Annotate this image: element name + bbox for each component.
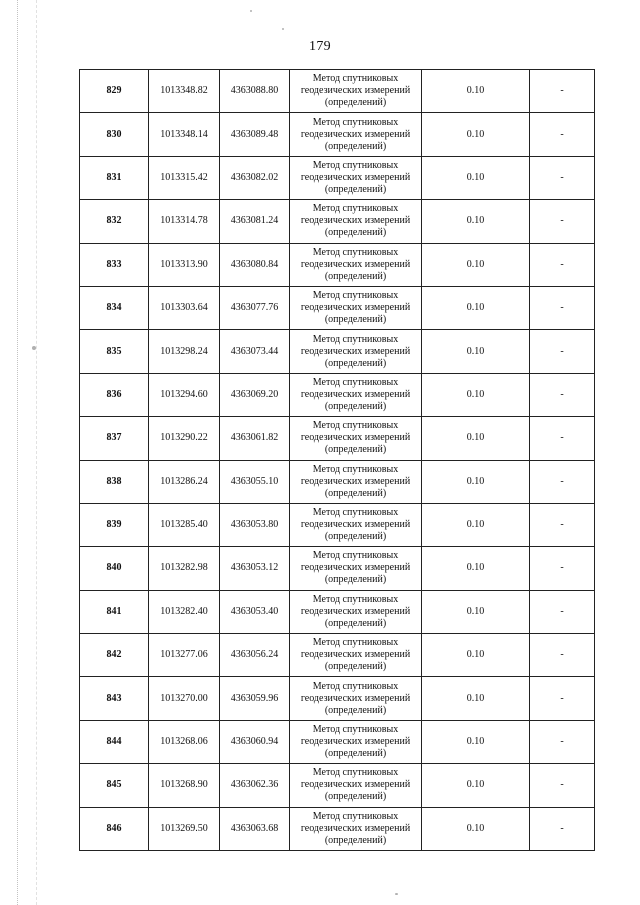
- method-cell: [290, 200, 422, 243]
- accuracy-cell: 0.10: [422, 373, 530, 416]
- method-line: геодезических измерений: [300, 432, 411, 444]
- method-line: (определений): [324, 183, 387, 195]
- table-row: [80, 677, 595, 720]
- table-row: [80, 330, 595, 373]
- method-line: Метод спутниковых: [312, 593, 399, 605]
- accuracy-cell: 0.10: [422, 764, 530, 807]
- empty-value-cell: -: [530, 807, 595, 850]
- method-line: Метод спутниковых: [312, 290, 399, 302]
- method-line: (определений): [324, 617, 387, 629]
- y-coordinate-cell: 4363053.80: [220, 503, 290, 546]
- method-line: геодезических измерений: [300, 345, 411, 357]
- accuracy-cell: 0.10: [422, 156, 530, 199]
- y-coordinate-cell: 4363063.68: [220, 807, 290, 850]
- accuracy-cell: 0.10: [422, 547, 530, 590]
- empty-value-cell: -: [530, 720, 595, 763]
- empty-value-cell: -: [530, 113, 595, 156]
- method-line: (определений): [324, 314, 387, 326]
- method-line: геодезических измерений: [300, 736, 411, 748]
- y-coordinate-cell: 4363062.36: [220, 764, 290, 807]
- empty-value-cell: -: [530, 417, 595, 460]
- method-line: геодезических измерений: [300, 605, 411, 617]
- x-coordinate-cell: 1013268.06: [149, 720, 220, 763]
- y-coordinate-cell: 4363059.96: [220, 677, 290, 720]
- method-cell: [290, 807, 422, 850]
- empty-value-cell: -: [530, 330, 595, 373]
- accuracy-cell: 0.10: [422, 634, 530, 677]
- method-line: (определений): [324, 97, 387, 109]
- empty-value-cell: -: [530, 373, 595, 416]
- method-cell: [290, 286, 422, 329]
- method-line: Метод спутниковых: [312, 203, 399, 215]
- method-cell: [290, 720, 422, 763]
- accuracy-cell: 0.10: [422, 417, 530, 460]
- method-line: Метод спутниковых: [312, 420, 399, 432]
- method-line: геодезических измерений: [300, 171, 411, 183]
- point-number-cell: 830: [80, 113, 149, 156]
- point-number-cell: 845: [80, 764, 149, 807]
- accuracy-cell: 0.10: [422, 243, 530, 286]
- table-row: [80, 807, 595, 850]
- table-row: [80, 417, 595, 460]
- y-coordinate-cell: 4363061.82: [220, 417, 290, 460]
- method-line: Метод спутниковых: [312, 507, 399, 519]
- x-coordinate-cell: 1013303.64: [149, 286, 220, 329]
- y-coordinate-cell: 4363056.24: [220, 634, 290, 677]
- y-coordinate-cell: 4363053.12: [220, 547, 290, 590]
- method-line: геодезических измерений: [300, 562, 411, 574]
- method-line: Метод спутниковых: [312, 810, 399, 822]
- y-coordinate-cell: 4363077.76: [220, 286, 290, 329]
- point-number-cell: 838: [80, 460, 149, 503]
- accuracy-cell: 0.10: [422, 286, 530, 329]
- point-number-cell: 829: [80, 70, 149, 113]
- method-line: (определений): [324, 661, 387, 673]
- table-row: [80, 590, 595, 633]
- method-cell: [290, 373, 422, 416]
- scan-speck: [250, 10, 252, 12]
- point-number-cell: 839: [80, 503, 149, 546]
- accuracy-cell: 0.10: [422, 70, 530, 113]
- method-line: геодезических измерений: [300, 692, 411, 704]
- method-line: (определений): [324, 357, 387, 369]
- table-row: [80, 286, 595, 329]
- y-coordinate-cell: 4363053.40: [220, 590, 290, 633]
- method-line: (определений): [324, 531, 387, 543]
- method-cell: [290, 634, 422, 677]
- method-line: Метод спутниковых: [312, 637, 399, 649]
- empty-value-cell: -: [530, 286, 595, 329]
- table-row: [80, 503, 595, 546]
- method-cell: [290, 243, 422, 286]
- method-line: геодезических измерений: [300, 258, 411, 270]
- x-coordinate-cell: 1013277.06: [149, 634, 220, 677]
- y-coordinate-cell: 4363089.48: [220, 113, 290, 156]
- accuracy-cell: 0.10: [422, 720, 530, 763]
- method-line: геодезических измерений: [300, 649, 411, 661]
- y-coordinate-cell: 4363081.24: [220, 200, 290, 243]
- method-line: (определений): [324, 140, 387, 152]
- point-number-cell: 832: [80, 200, 149, 243]
- accuracy-cell: 0.10: [422, 200, 530, 243]
- method-line: геодезических измерений: [300, 388, 411, 400]
- point-number-cell: 834: [80, 286, 149, 329]
- coordinates-table-body: [80, 70, 595, 851]
- x-coordinate-cell: 1013285.40: [149, 503, 220, 546]
- method-line: Метод спутниковых: [312, 724, 399, 736]
- y-coordinate-cell: 4363082.02: [220, 156, 290, 199]
- method-line: (определений): [324, 227, 387, 239]
- empty-value-cell: -: [530, 764, 595, 807]
- x-coordinate-cell: 1013348.82: [149, 70, 220, 113]
- table-row: [80, 720, 595, 763]
- method-line: геодезических измерений: [300, 302, 411, 314]
- method-cell: [290, 677, 422, 720]
- x-coordinate-cell: 1013268.90: [149, 764, 220, 807]
- method-cell: [290, 460, 422, 503]
- method-line: Метод спутниковых: [312, 116, 399, 128]
- point-number-cell: 836: [80, 373, 149, 416]
- y-coordinate-cell: 4363073.44: [220, 330, 290, 373]
- page-number: 179: [309, 39, 331, 54]
- method-cell: [290, 503, 422, 546]
- table-row: [80, 373, 595, 416]
- y-coordinate-cell: 4363055.10: [220, 460, 290, 503]
- x-coordinate-cell: 1013270.00: [149, 677, 220, 720]
- point-number-cell: 833: [80, 243, 149, 286]
- table-row: [80, 200, 595, 243]
- method-line: Метод спутниковых: [312, 463, 399, 475]
- point-number-cell: 837: [80, 417, 149, 460]
- empty-value-cell: -: [530, 634, 595, 677]
- method-cell: [290, 330, 422, 373]
- point-number-cell: 842: [80, 634, 149, 677]
- table-row: [80, 634, 595, 677]
- method-line: (определений): [324, 791, 387, 803]
- method-cell: [290, 156, 422, 199]
- table-row: [80, 156, 595, 199]
- method-cell: [290, 590, 422, 633]
- point-number-cell: 843: [80, 677, 149, 720]
- x-coordinate-cell: 1013286.24: [149, 460, 220, 503]
- empty-value-cell: -: [530, 547, 595, 590]
- method-line: геодезических измерений: [300, 519, 411, 531]
- y-coordinate-cell: 4363060.94: [220, 720, 290, 763]
- point-number-cell: 831: [80, 156, 149, 199]
- method-line: (определений): [324, 487, 387, 499]
- method-line: (определений): [324, 444, 387, 456]
- scan-speck: [282, 28, 284, 30]
- method-line: Метод спутниковых: [312, 73, 399, 85]
- empty-value-cell: -: [530, 677, 595, 720]
- accuracy-cell: 0.10: [422, 460, 530, 503]
- accuracy-cell: 0.10: [422, 590, 530, 633]
- method-line: (определений): [324, 574, 387, 586]
- empty-value-cell: -: [530, 590, 595, 633]
- accuracy-cell: 0.10: [422, 330, 530, 373]
- method-cell: [290, 764, 422, 807]
- empty-value-cell: -: [530, 156, 595, 199]
- table-row: [80, 547, 595, 590]
- accuracy-cell: 0.10: [422, 677, 530, 720]
- table-row: [80, 764, 595, 807]
- x-coordinate-cell: 1013282.98: [149, 547, 220, 590]
- x-coordinate-cell: 1013315.42: [149, 156, 220, 199]
- table-row: [80, 70, 595, 113]
- method-line: геодезических измерений: [300, 215, 411, 227]
- coordinates-table: [79, 69, 595, 851]
- y-coordinate-cell: 4363069.20: [220, 373, 290, 416]
- method-line: Метод спутниковых: [312, 246, 399, 258]
- empty-value-cell: -: [530, 243, 595, 286]
- x-coordinate-cell: 1013282.40: [149, 590, 220, 633]
- method-line: Метод спутниковых: [312, 550, 399, 562]
- method-cell: [290, 113, 422, 156]
- empty-value-cell: -: [530, 70, 595, 113]
- x-coordinate-cell: 1013348.14: [149, 113, 220, 156]
- point-number-cell: 835: [80, 330, 149, 373]
- method-line: геодезических измерений: [300, 128, 411, 140]
- table-row: [80, 460, 595, 503]
- method-line: Метод спутниковых: [312, 680, 399, 692]
- point-number-cell: 841: [80, 590, 149, 633]
- method-line: (определений): [324, 704, 387, 716]
- empty-value-cell: -: [530, 200, 595, 243]
- method-line: геодезических измерений: [300, 822, 411, 834]
- method-line: Метод спутниковых: [312, 376, 399, 388]
- method-line: Метод спутниковых: [312, 767, 399, 779]
- method-line: (определений): [324, 748, 387, 760]
- x-coordinate-cell: 1013290.22: [149, 417, 220, 460]
- method-line: Метод спутниковых: [312, 159, 399, 171]
- method-cell: [290, 547, 422, 590]
- empty-value-cell: -: [530, 503, 595, 546]
- point-number-cell: 844: [80, 720, 149, 763]
- point-number-cell: 846: [80, 807, 149, 850]
- method-line: геодезических измерений: [300, 779, 411, 791]
- table-row: [80, 243, 595, 286]
- x-coordinate-cell: 1013314.78: [149, 200, 220, 243]
- x-coordinate-cell: 1013313.90: [149, 243, 220, 286]
- scan-speck: [395, 893, 398, 895]
- x-coordinate-cell: 1013269.50: [149, 807, 220, 850]
- accuracy-cell: 0.10: [422, 113, 530, 156]
- method-line: геодезических измерений: [300, 85, 411, 97]
- scan-binding-edge: [17, 0, 19, 905]
- scan-speck: [32, 346, 36, 350]
- method-cell: [290, 70, 422, 113]
- method-line: геодезических измерений: [300, 475, 411, 487]
- scan-binding-edge-inner: [36, 0, 38, 905]
- y-coordinate-cell: 4363088.80: [220, 70, 290, 113]
- x-coordinate-cell: 1013294.60: [149, 373, 220, 416]
- method-line: (определений): [324, 270, 387, 282]
- method-line: (определений): [324, 834, 387, 846]
- empty-value-cell: -: [530, 460, 595, 503]
- method-line: (определений): [324, 400, 387, 412]
- point-number-cell: 840: [80, 547, 149, 590]
- x-coordinate-cell: 1013298.24: [149, 330, 220, 373]
- accuracy-cell: 0.10: [422, 503, 530, 546]
- accuracy-cell: 0.10: [422, 807, 530, 850]
- method-line: Метод спутниковых: [312, 333, 399, 345]
- y-coordinate-cell: 4363080.84: [220, 243, 290, 286]
- method-cell: [290, 417, 422, 460]
- table-row: [80, 113, 595, 156]
